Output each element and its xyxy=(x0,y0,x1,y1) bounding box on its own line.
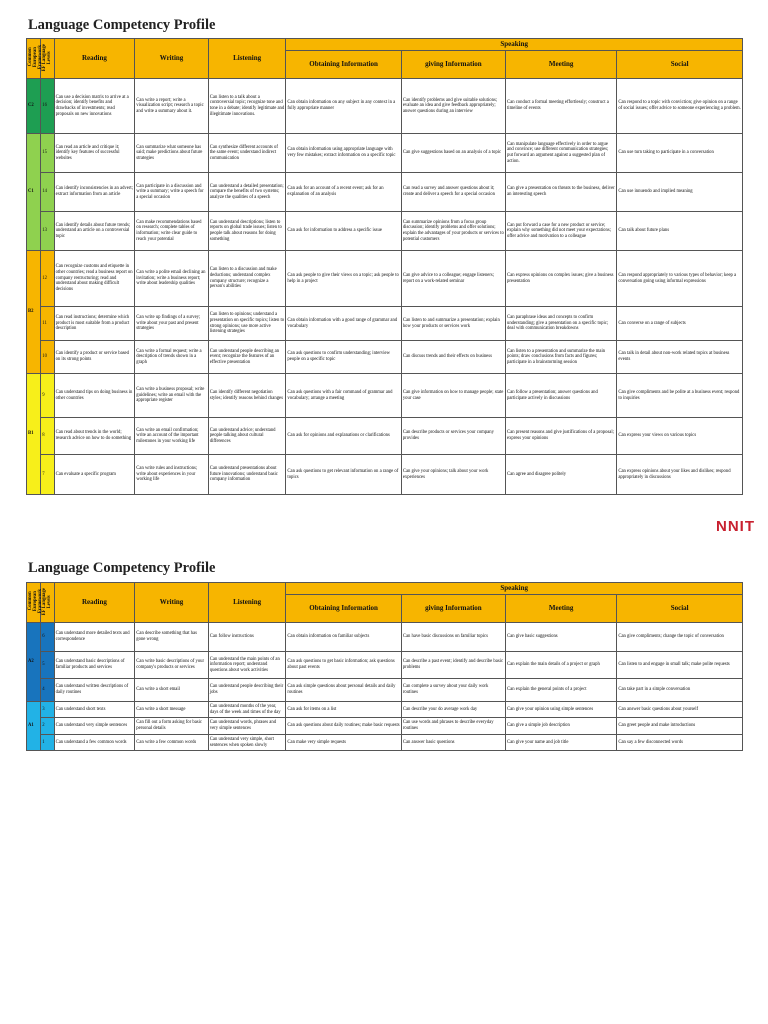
social-cell: Can express your views on various topics xyxy=(617,418,743,455)
social-cell: Can answer basic questions about yourself xyxy=(617,702,743,718)
giving-cell: Can describe products or services your company provides xyxy=(401,418,505,455)
writing-cell: Can write a polite email declining an invitation; write a business report; write about leadership qualities xyxy=(135,251,209,307)
listening-cell: Can listen to a discussion and make deductions; understand complex company structure; recognize a person's abilities xyxy=(208,251,286,307)
obtaining-cell: Can obtain information using appropriate language with very few mistakes; extract information on a specific topic xyxy=(286,134,401,173)
table-row xyxy=(27,251,743,307)
writing-cell: Can write a formal request; write a description of trends shown in a graph xyxy=(135,341,209,374)
page-title: Language Competency Profile xyxy=(28,17,216,33)
obtaining-cell: Can obtain information on familiar subjects xyxy=(286,623,401,652)
table-row xyxy=(27,418,743,455)
obtaining-cell: Can ask for information to address a specific issue xyxy=(286,212,401,251)
meeting-cell: Can give basic suggestions xyxy=(505,623,616,652)
listening-cell: Can listen to opinions; understand a presentation on specific topics; listen to strong opinions; use more active listening strategies xyxy=(208,307,286,341)
listening-cell: Can synthesize different accounts of the same event; understand indirect communication xyxy=(208,134,286,173)
page-title: Language Competency Profile xyxy=(28,560,216,576)
ef-level-cell: 12 xyxy=(41,251,54,307)
meeting-cell: Can give your opinion using simple sentences xyxy=(505,702,616,718)
reading-cell: Can read about trends in the world; research advice on how to do something xyxy=(54,418,135,455)
social-cell: Can use innuendo and implied meaning xyxy=(617,173,743,212)
cef-header: Common European Framework xyxy=(27,583,41,623)
cef-level-cell: A2 xyxy=(27,623,41,702)
ef-level-cell: 2 xyxy=(41,718,54,735)
reading-cell: Can understand basic descriptions of familiar products and services xyxy=(54,652,135,679)
reading-cell: Can identify inconsistencies in an advert; extract information from an article xyxy=(54,173,135,212)
obtaining-cell: Can ask questions to get basic information; ask questions about past events xyxy=(286,652,401,679)
meeting-cell: Can express opinions on complex issues; give a business presentation xyxy=(505,251,616,307)
social-cell: Can talk about future plans xyxy=(617,212,743,251)
giving-cell: Can describe your do average work day xyxy=(401,702,505,718)
listening-cell: Can listen to a talk about a controversial topic; recognize tone and tone in a debate; identify legitimate and illegitimate innovations. xyxy=(208,79,286,134)
obtaining-cell: Can ask questions to confirm understanding; interview people on a specific topic xyxy=(286,341,401,374)
social-cell: Can respond appropriately to various types of behavior; keep a conversation going using informal expressions xyxy=(617,251,743,307)
meeting-cell: Can explain the general points of a project xyxy=(505,679,616,702)
table-row xyxy=(27,341,743,374)
meeting-cell: Can conduct a formal meeting effortlessly; construct a timeline of events xyxy=(505,79,616,134)
obtaining-information-header: Obtaining Information xyxy=(286,595,401,623)
social-cell: Can express opinions about your likes and dislikes; respond appropriately in discussions xyxy=(617,455,743,495)
ef-level-cell: 8 xyxy=(41,418,54,455)
social-cell: Can converse on a range of subjects xyxy=(617,307,743,341)
obtaining-cell: Can obtain information with a good range of grammar and vocabulary xyxy=(286,307,401,341)
ef-level-cell: 13 xyxy=(41,212,54,251)
reading-cell: Can read an article and critique it; identify key features of successful websites xyxy=(54,134,135,173)
obtaining-cell: Can ask simple questions about personal details and daily routines xyxy=(286,679,401,702)
obtaining-information-header: Obtaining Information xyxy=(286,51,401,79)
giving-cell: Can identify problems and give suitable solutions; evaluate an idea and give feedback appropriately; answer questions during an interview xyxy=(401,79,505,134)
listening-cell: Can understand the main points of an information report; understand questions about work activities xyxy=(208,652,286,679)
reading-header: Reading xyxy=(54,583,135,623)
social-cell: Can listen to and engage in small talk; make polite requests xyxy=(617,652,743,679)
ef-level-cell: 5 xyxy=(41,652,54,679)
obtaining-cell: Can ask people to give their views on a topic; ask people to help in a project xyxy=(286,251,401,307)
table-row xyxy=(27,79,743,134)
writing-cell: Can make recommendations based on research; complete tables of information; write clear guide to reach your potential xyxy=(135,212,209,251)
obtaining-cell: Can ask questions about daily routines; make basic requests xyxy=(286,718,401,735)
giving-cell: Can complete a survey about your daily work routines xyxy=(401,679,505,702)
meeting-cell: Can agree and disagree politely xyxy=(505,455,616,495)
ef-level-cell: 16 xyxy=(41,79,54,134)
cef-level-cell: B1 xyxy=(27,374,41,495)
reading-cell: Can understand a few common words xyxy=(54,735,135,751)
table-row xyxy=(27,702,743,718)
writing-cell: Can write a report; write a visualization script; research a topic and write a summary about it. xyxy=(135,79,209,134)
meeting-cell: Can paraphrase ideas and concepts to confirm understanding; give a presentation on a specific topic; deal with communication breakdowns xyxy=(505,307,616,341)
meeting-cell: Can listen to a presentation and summarize the main points; draw conclusions from facts and figures; participate in a brainstorming session xyxy=(505,341,616,374)
listening-cell: Can understand people describing an event; recognize the features of an effective presentation xyxy=(208,341,286,374)
meeting-cell: Can follow a presentation; answer questions and participate actively in discussions xyxy=(505,374,616,418)
meeting-cell: Can present reasons and give justifications of a proposal; express your opinions xyxy=(505,418,616,455)
ef-level-cell: 6 xyxy=(41,623,54,652)
table-row xyxy=(27,134,743,173)
reading-cell: Can evaluate a specific program xyxy=(54,455,135,495)
writing-cell: Can write a short message xyxy=(135,702,209,718)
listening-cell: Can understand very simple, short sentences when spoken slowly xyxy=(208,735,286,751)
meeting-cell: Can explain the main details of a project or graph xyxy=(505,652,616,679)
competency-table xyxy=(26,38,743,495)
speaking-header: Speaking xyxy=(286,583,743,595)
cef-level-cell: B2 xyxy=(27,251,41,374)
listening-cell: Can understand words, phrases and very simple sentences xyxy=(208,718,286,735)
writing-cell: Can write rules and instructions; write about experiences in your working life xyxy=(135,455,209,495)
social-cell: Can respond to a topic with conviction; give opinion on a range of social issues; offer advice to someone experiencing a problem. xyxy=(617,79,743,134)
ef-level-cell: 3 xyxy=(41,702,54,718)
listening-cell: Can understand a detailed presentation; compare the benefits of two systems; analyze the qualities of a speech xyxy=(208,173,286,212)
meeting-cell: Can put forward a case for a new product or service; explain why something did not meet your expectations; offer advice and motivation to a colleague xyxy=(505,212,616,251)
social-header: Social xyxy=(617,51,743,79)
social-cell: Can say a few disconnected words xyxy=(617,735,743,751)
meeting-cell: Can give a presentation on threats to the business, deliver an interesting speech xyxy=(505,173,616,212)
writing-header: Writing xyxy=(135,39,209,79)
social-header: Social xyxy=(617,595,743,623)
listening-header: Listening xyxy=(208,583,286,623)
giving-cell: Can answer basic questions xyxy=(401,735,505,751)
reading-cell: Can understand written descriptions of daily routines xyxy=(54,679,135,702)
social-cell: Can give compliments and be polite at a business event; respond to inquiries xyxy=(617,374,743,418)
reading-cell: Can understand tips on doing business in other countries xyxy=(54,374,135,418)
reading-cell: Can read instructions; determine which product is most suitable from a product description xyxy=(54,307,135,341)
reading-cell: Can understand short texts xyxy=(54,702,135,718)
table-row xyxy=(27,735,743,751)
giving-cell: Can have basic discussions on familiar topics xyxy=(401,623,505,652)
ef-level-cell: 15 xyxy=(41,134,54,173)
meeting-cell: Can give a simple job description xyxy=(505,718,616,735)
listening-cell: Can understand advice; understand people talking about cultural differences xyxy=(208,418,286,455)
table-row xyxy=(27,212,743,251)
giving-cell: Can give advice to a colleague; engage listeners; report on a work-related seminar xyxy=(401,251,505,307)
ef-level-cell: 4 xyxy=(41,679,54,702)
obtaining-cell: Can ask questions to get relevant information on a range of topics xyxy=(286,455,401,495)
meeting-header: Meeting xyxy=(505,595,616,623)
cef-level-cell: C1 xyxy=(27,134,41,251)
meeting-cell: Can give your name and job title xyxy=(505,735,616,751)
table-row xyxy=(27,307,743,341)
table-row xyxy=(27,374,743,418)
writing-cell: Can summarize what someone has said; make predictions about future strategies xyxy=(135,134,209,173)
ef-level-cell: 7 xyxy=(41,455,54,495)
obtaining-cell: Can ask questions with a fair command of grammar and vocabulary; arrange a meeting xyxy=(286,374,401,418)
giving-cell: Can read a survey and answer questions about it; create and deliver a speech for a special occasion xyxy=(401,173,505,212)
meeting-header: Meeting xyxy=(505,51,616,79)
social-cell: Can give compliments; change the topic of conversation xyxy=(617,623,743,652)
reading-cell: Can identify details about future trends; understand an article on a controversial topic xyxy=(54,212,135,251)
writing-cell: Can write basic descriptions of your company's products or services xyxy=(135,652,209,679)
table-row xyxy=(27,173,743,212)
speaking-header: Speaking xyxy=(286,39,743,51)
giving-cell: Can use words and phrases to describe everyday routines xyxy=(401,718,505,735)
competency-table xyxy=(26,582,743,751)
reading-cell: Can understand very simple sentences xyxy=(54,718,135,735)
social-cell: Can take part in a simple conversation xyxy=(617,679,743,702)
listening-header: Listening xyxy=(208,39,286,79)
cef-level-cell: C2 xyxy=(27,79,41,134)
obtaining-cell: Can obtain information on any subject in any context in a fully appropriate manner xyxy=(286,79,401,134)
writing-cell: Can write a business proposal; write guidelines; write an email with the appropriate register xyxy=(135,374,209,418)
cef-header: Common European Framework xyxy=(27,39,41,79)
listening-cell: Can follow instructions xyxy=(208,623,286,652)
giving-cell: Can describe a past event; identify and describe basic problems xyxy=(401,652,505,679)
writing-cell: Can fill out a form asking for basic personal details xyxy=(135,718,209,735)
reading-cell: Can recognize customs and etiquette in other countries; read a business report on company restructuring; read and understand about making difficult decisions xyxy=(54,251,135,307)
giving-cell: Can discuss trends and their effects on business xyxy=(401,341,505,374)
listening-cell: Can understand descriptions; listen to reports on global trade issues; listen to people talk about reasons for doing something xyxy=(208,212,286,251)
table-row xyxy=(27,718,743,735)
obtaining-cell: Can ask for items on a list xyxy=(286,702,401,718)
listening-cell: Can understand months of the year, days of the week and times of the day xyxy=(208,702,286,718)
giving-information-header: giving Information xyxy=(401,595,505,623)
writing-cell: Can participate in a discussion and write a summary; write a speech for a special occasion xyxy=(135,173,209,212)
giving-cell: Can summarize opinions from a focus group discussion; identify problems and offer solutions; explain the advantages of your products or services to potential customers xyxy=(401,212,505,251)
listening-cell: Can identify different negotiation styles; identify reasons behind changes xyxy=(208,374,286,418)
writing-cell: Can write an email confirmation; write an account of the important milestones in your working life xyxy=(135,418,209,455)
social-cell: Can use turn taking to participate in a conversation xyxy=(617,134,743,173)
table-row xyxy=(27,455,743,495)
giving-cell: Can give information on how to manage people; state your case xyxy=(401,374,505,418)
social-cell: Can greet people and make introductions xyxy=(617,718,743,735)
writing-cell: Can describe something that has gone wrong xyxy=(135,623,209,652)
nnit-logo: NNIT xyxy=(716,518,755,535)
giving-cell: Can give suggestions based on an analysis of a topic xyxy=(401,134,505,173)
giving-cell: Can give your opinions; talk about your work experiences xyxy=(401,455,505,495)
reading-cell: Can use a decision matrix to arrive at a decision; identify benefits and drawbacks of investments; read proposals on new innovations xyxy=(54,79,135,134)
social-cell: Can talk in detail about non-work related topics at business events xyxy=(617,341,743,374)
listening-cell: Can understand presentations about future innovations; understand basic company information xyxy=(208,455,286,495)
ef-level-cell: 1 xyxy=(41,735,54,751)
giving-information-header: giving Information xyxy=(401,51,505,79)
table-row xyxy=(27,679,743,702)
writing-header: Writing xyxy=(135,583,209,623)
meeting-cell: Can manipulate language effectively in order to argue and convince; use different communication strategies; put forward an argument against a suggested plan of action. xyxy=(505,134,616,173)
ef-level-header: EF Language Levels xyxy=(41,583,54,623)
ef-level-header: EF Language Levels xyxy=(41,39,54,79)
reading-cell: Can understand more detailed texts and correspondence xyxy=(54,623,135,652)
reading-cell: Can identify a product or service based on its strong points xyxy=(54,341,135,374)
table-row xyxy=(27,623,743,652)
obtaining-cell: Can ask for an account of a recent event; ask for an explanation of an analysis xyxy=(286,173,401,212)
ef-level-cell: 9 xyxy=(41,374,54,418)
cef-level-cell: A1 xyxy=(27,702,41,751)
obtaining-cell: Can ask for opinions and explanations or clarifications xyxy=(286,418,401,455)
ef-level-cell: 10 xyxy=(41,341,54,374)
writing-cell: Can write up findings of a survey; write about your past and present strategies xyxy=(135,307,209,341)
giving-cell: Can listen to and summarize a presentation; explain how your products or services work xyxy=(401,307,505,341)
ef-level-cell: 14 xyxy=(41,173,54,212)
obtaining-cell: Can make very simple requests xyxy=(286,735,401,751)
table-row xyxy=(27,652,743,679)
ef-level-cell: 11 xyxy=(41,307,54,341)
writing-cell: Can write a few common words xyxy=(135,735,209,751)
reading-header: Reading xyxy=(54,39,135,79)
listening-cell: Can understand people describing their jobs xyxy=(208,679,286,702)
writing-cell: Can write a short email xyxy=(135,679,209,702)
